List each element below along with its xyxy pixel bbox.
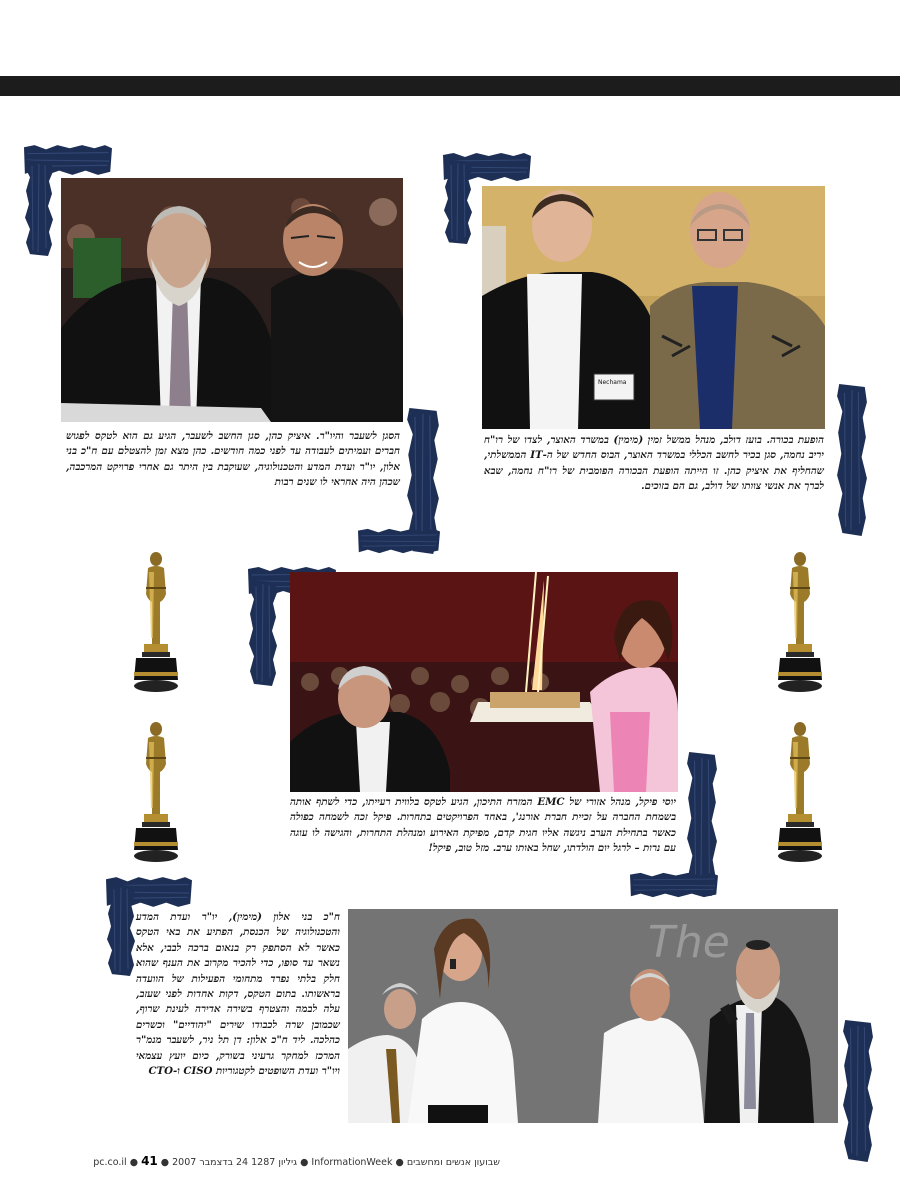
oscar-trophy-icon xyxy=(774,718,826,868)
caption-middle: יוסי פיקל, מנהל אזורי של EMC המזרח התיכון, הגיע לטקס בלווית רעייתו, כדי לשתף אותה בשמחת החברה על זכיית חברת אורנג', באחד הפרויקטים בתחרות. פיקל זכה לשמחה כפולה כאשר בתחילת הערב ניגשה אליו חגית קדם, מפיקת האירוע ומנהלת התחרות, והגישה לו עוגה עם נרות – לרגל יום הולדתו, שחל באותו ערב. מזל טוב, פיקל! xyxy=(290,796,676,855)
footer-sep: ● xyxy=(300,1157,309,1168)
brush-stroke-decoration xyxy=(24,160,54,256)
oscar-trophy-icon xyxy=(130,718,182,868)
badge-text: Nechama xyxy=(598,379,627,386)
footer-date: 24 בדצמבר 2007 xyxy=(172,1157,249,1168)
footer-issue: גיליון 1287 xyxy=(251,1157,298,1168)
footer-sep: ● xyxy=(395,1157,404,1168)
footer-brand: InformationWeek xyxy=(311,1157,393,1168)
photo-alon-singing xyxy=(348,909,838,1123)
top-black-bar xyxy=(0,76,900,96)
brush-stroke-decoration xyxy=(106,884,136,976)
stage-sign-text: The xyxy=(648,917,730,968)
photo-pikel-cake xyxy=(290,572,678,792)
oscar-trophy-icon xyxy=(774,548,826,698)
footer-sep: ● xyxy=(129,1157,139,1168)
brush-stroke-decoration xyxy=(842,1020,874,1162)
footer-site: pc.co.il xyxy=(93,1157,127,1168)
brush-stroke-decoration xyxy=(630,872,718,898)
photo-dolev-nechama xyxy=(482,186,825,429)
page-number: 41 xyxy=(141,1154,158,1168)
brush-stroke-decoration xyxy=(443,160,473,244)
brush-stroke-decoration xyxy=(836,384,868,536)
brush-stroke-decoration xyxy=(248,580,278,686)
photo-cohen-alon xyxy=(61,178,403,422)
caption-bottom: ח"כ בני אלון (מימין), יו"ר ועדת המדע והטכנולוגיה של הכנסת, הפתיע את באי הטקס כאשר לא הסתפק רק בנאום ברכה לבבי, אלא נשאר עד סופו, כדי להכיר מקרוב את הענף שהוא חלק בלתי נפרד מתחומי הפעילות של הוועדה בראשותו. בתום הטקס, דקות אחדות לפני שעזב, עלה לבמה והצטרף בשירה אדירה לעינת שרוף, שכמובן שרה לכבודו שירים "יהודיים" וכשרים כהלכה. ליד ח"כ אלון: דן תל ניר, לשעבר מנמ"ר המרכז למחקר גרעיני בשורק, כיום יועץ עצמאי ויו"ר ועדת השופטים לקטגוריות CISO ו-CTO xyxy=(136,911,340,1078)
brush-stroke-decoration xyxy=(358,528,440,554)
footer-sep: ● xyxy=(160,1157,170,1168)
page-footer xyxy=(60,1154,500,1170)
caption-top-right: הופעת בכורה. בועז דולב, מנהל ממשל זמין (מימין) במשרד האוצר, לצדו של רו"ח יריב נחמה, סגן בכיר לחשב הכללי במשרד האוצר, הבוס החדש של ה-IT הממשלתי, שהחליף את איציק כהן. זו הייתה הופעת הבכורה הפומבית של רו"ח נחמה, שבא לברך את אנשי צוותו של דולב, גם הם בזוכים. xyxy=(484,434,824,493)
footer-publisher: שבועון אנשים ומחשבים xyxy=(406,1157,500,1168)
oscar-trophy-icon xyxy=(130,548,182,698)
caption-top-left: הסגן לשעבר והיו"ר. איציק כהן, סגן החשב לשעבר, הגיע גם הוא לטקס לפגוש חברים ועמיתים לעבודה עד לפני כמה חודשים. כהן מצא זמן להצטלם עם ח"כ בני אלון, יו"ר ועדת המדע והטכנולוגיה, שעוקבת בין היתר גם אחרי פרויקט המרכבה, שכהן היה אחראי לו שנים רבות xyxy=(66,430,400,489)
